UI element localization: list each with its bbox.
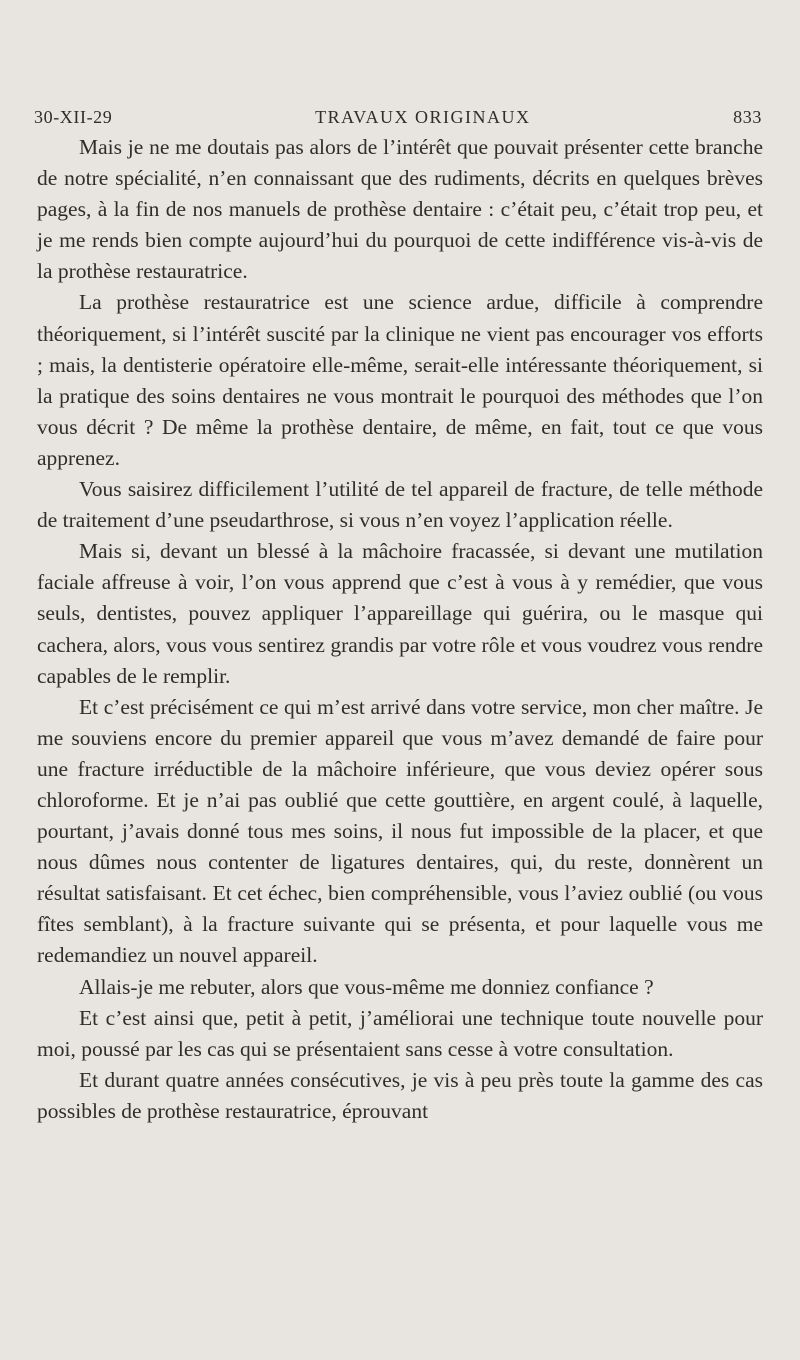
header-date: 30-XII-29 xyxy=(34,106,113,127)
page-body xyxy=(37,132,763,1127)
running-header xyxy=(34,100,762,134)
header-section-title: TRAVAUX ORIGINAUX xyxy=(315,106,531,127)
paragraph: Et c’est précisément ce qui m’est arrivé dans votre service, mon cher maître. Je me souviens encore du premier appareil que vous m’avez demandé de faire pour une fracture irréductible de la mâchoire inférieure, que vous deviez opérer sous chloroforme. Et je n’ai pas oublié que cette gouttière, en argent coulé, à laquelle, pourtant, j’avais donné tous mes soins, il nous fut impossible de la placer, et que nous dûmes nous contenter de ligatures dentaires, qui, du reste, donnèrent un résultat satisfaisant. Et cet échec, bien compréhensible, vous l’aviez oublié (ou vous fîtes semblant), à la fracture suivante qui se présenta, et pour laquelle vous me redemandiez un nouvel appareil. xyxy=(37,694,763,968)
paragraph: Et c’est ainsi que, petit à petit, j’améliorai une technique toute nouvelle pour moi, poussé par les cas qui se présentaient sans cesse à votre consultation. xyxy=(37,1005,763,1061)
paragraph: Mais si, devant un blessé à la mâchoire fracassée, si devant une mutilation faciale affreuse à voir, l’on vous apprend que c’est à vous à y remédier, que vous seuls, dentistes, pouvez appliquer l’appareillage qui guérira, ou le masque qui cachera, alors, vous vous sentirez grandis par votre rôle et vous voudrez vous rendre capables de le remplir. xyxy=(37,539,763,688)
paragraph: La prothèse restauratrice est une science ardue, difficile à comprendre théoriquement, si l’intérêt suscité par la clinique ne vient pas encourager vos efforts ; mais, la dentisterie opératoire elle-même, serait-elle intéressante théoriquement, si la pratique des soins dentaires ne vous montrait le pourquoi des méthodes que l’on vous décrit ? De même la prothèse dentaire, de même, en fait, tout ce que vous apprenez. xyxy=(37,290,763,470)
paragraph: Allais-je me rebuter, alors que vous-même me donniez confiance ? xyxy=(79,974,654,999)
paragraph: Vous saisirez difficilement l’utilité de tel appareil de fracture, de telle méthode de traitement d’une pseudarthrose, si vous n’en voyez l’application réelle. xyxy=(37,477,763,533)
page-number: 833 xyxy=(733,106,762,127)
paragraph: Mais je ne me doutais pas alors de l’intérêt que pouvait présenter cette branche de notre spécialité, n’en connaissant que des rudiments, décrits en quelques brèves pages, à la fin de nos manuels de prothèse dentaire : c’était peu, c’était trop peu, et je me rends bien compte aujourd’hui du pourquoi de cette indifférence vis-à-vis de la prothèse restauratrice. xyxy=(37,135,763,284)
paragraph: Et durant quatre années consécutives, je vis à peu près toute la gamme des cas possibles de prothèse restauratrice, éprouvant xyxy=(37,1067,763,1123)
